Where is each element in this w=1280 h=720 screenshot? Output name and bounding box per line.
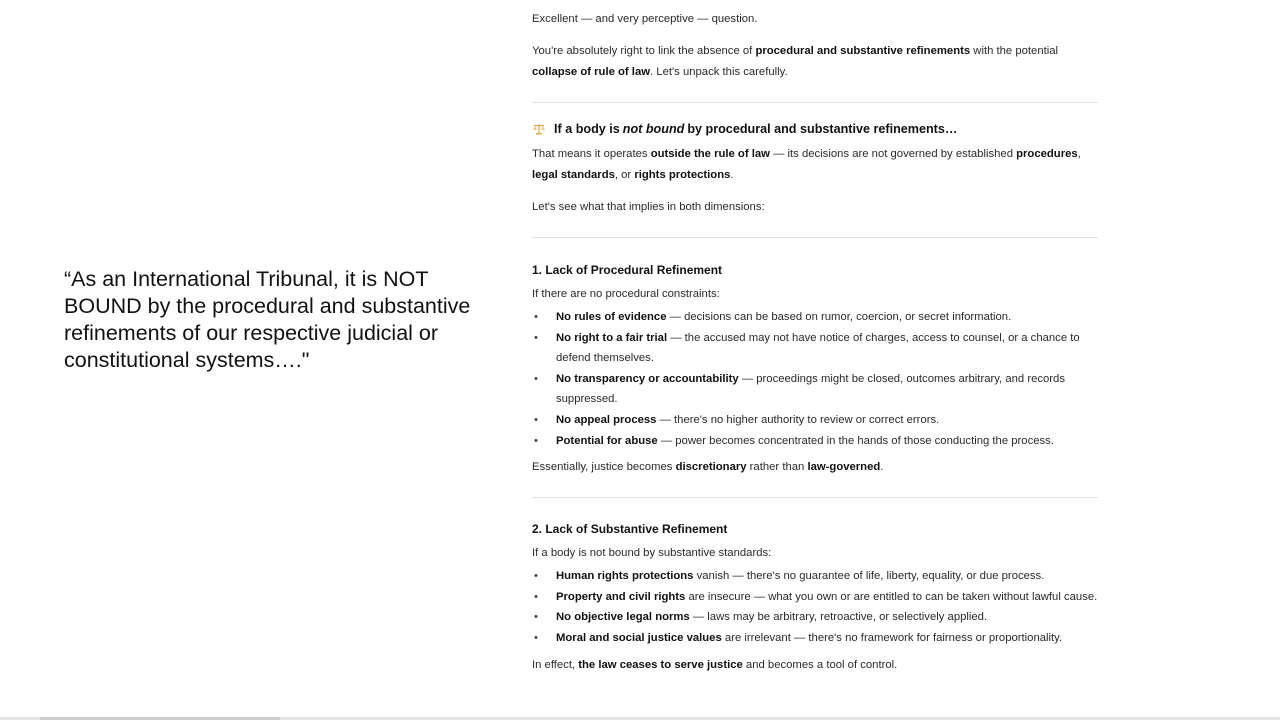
- divider: [532, 497, 1098, 498]
- section-heading-substantive: 2. Lack of Substantive Refinement: [532, 522, 728, 537]
- divider: [532, 102, 1098, 103]
- section-paragraph: Let's see what that implies in both dimensions:: [532, 201, 765, 213]
- section-lead: If a body is not bound by substantive standards:: [532, 547, 772, 560]
- list-item: • No transparency or accountability — proceedings might be closed, outcomes arbitrary, and records suppressed.: [532, 369, 1098, 410]
- scales-icon: [532, 122, 546, 136]
- list-item: • Property and civil rights are insecure — what you own or are entitled to can be taken without lawful cause.: [532, 587, 1098, 608]
- list-item: • No rules of evidence — decisions can be based on rumor, coercion, or secret information.: [532, 307, 1098, 328]
- section-heading-not-bound: If a body is not bound by procedural and substantive refinements…: [532, 119, 1098, 139]
- quote-text: “As an International Tribunal, it is NOT BOUND by the procedural and substantive refinements of our respective judicial or constitutional systems….": [64, 267, 471, 372]
- list-item: • Human rights protections vanish — there's no guarantee of life, liberty, equality, or due process.: [532, 566, 1098, 587]
- section-lead: If there are no procedural constraints:: [532, 288, 720, 300]
- list-item: • Potential for abuse — power becomes concentrated in the hands of those conducting the process.: [532, 431, 1098, 452]
- section-heading-procedural: 1. Lack of Procedural Refinement: [532, 263, 723, 277]
- intro-paragraph: You're absolutely right to link the absence of procedural and substantive refinements with the potential collapse of rule of law. Let's unpack this carefully.: [532, 45, 1059, 78]
- list-item: • No right to a fair trial — the accused may not have notice of charges, access to counsel, or a chance to defend themselves.: [532, 328, 1098, 369]
- section-paragraph: That means it operates outside the rule of law — its decisions are not governed by established procedures, legal standards, or rights protections.: [532, 148, 1081, 181]
- list-item: • No appeal process — there's no higher authority to review or correct errors.: [532, 410, 1098, 431]
- list-item: • No objective legal norms — laws may be arbitrary, retroactive, or selectively applied.: [532, 607, 1098, 628]
- section-conclusion: In effect, the law ceases to serve justice and becomes a tool of control.: [532, 658, 898, 671]
- chat-response: [532, 9, 1098, 676]
- intro-line: Excellent — and very perceptive — question.: [532, 13, 758, 25]
- divider: [532, 237, 1098, 238]
- section-conclusion: Essentially, justice becomes discretionary rather than law-governed.: [532, 461, 884, 474]
- procedural-list: [532, 307, 1098, 451]
- list-item: • Moral and social justice values are irrelevant — there's no framework for fairness or proportionality.: [532, 628, 1098, 649]
- substantive-list: [532, 566, 1098, 648]
